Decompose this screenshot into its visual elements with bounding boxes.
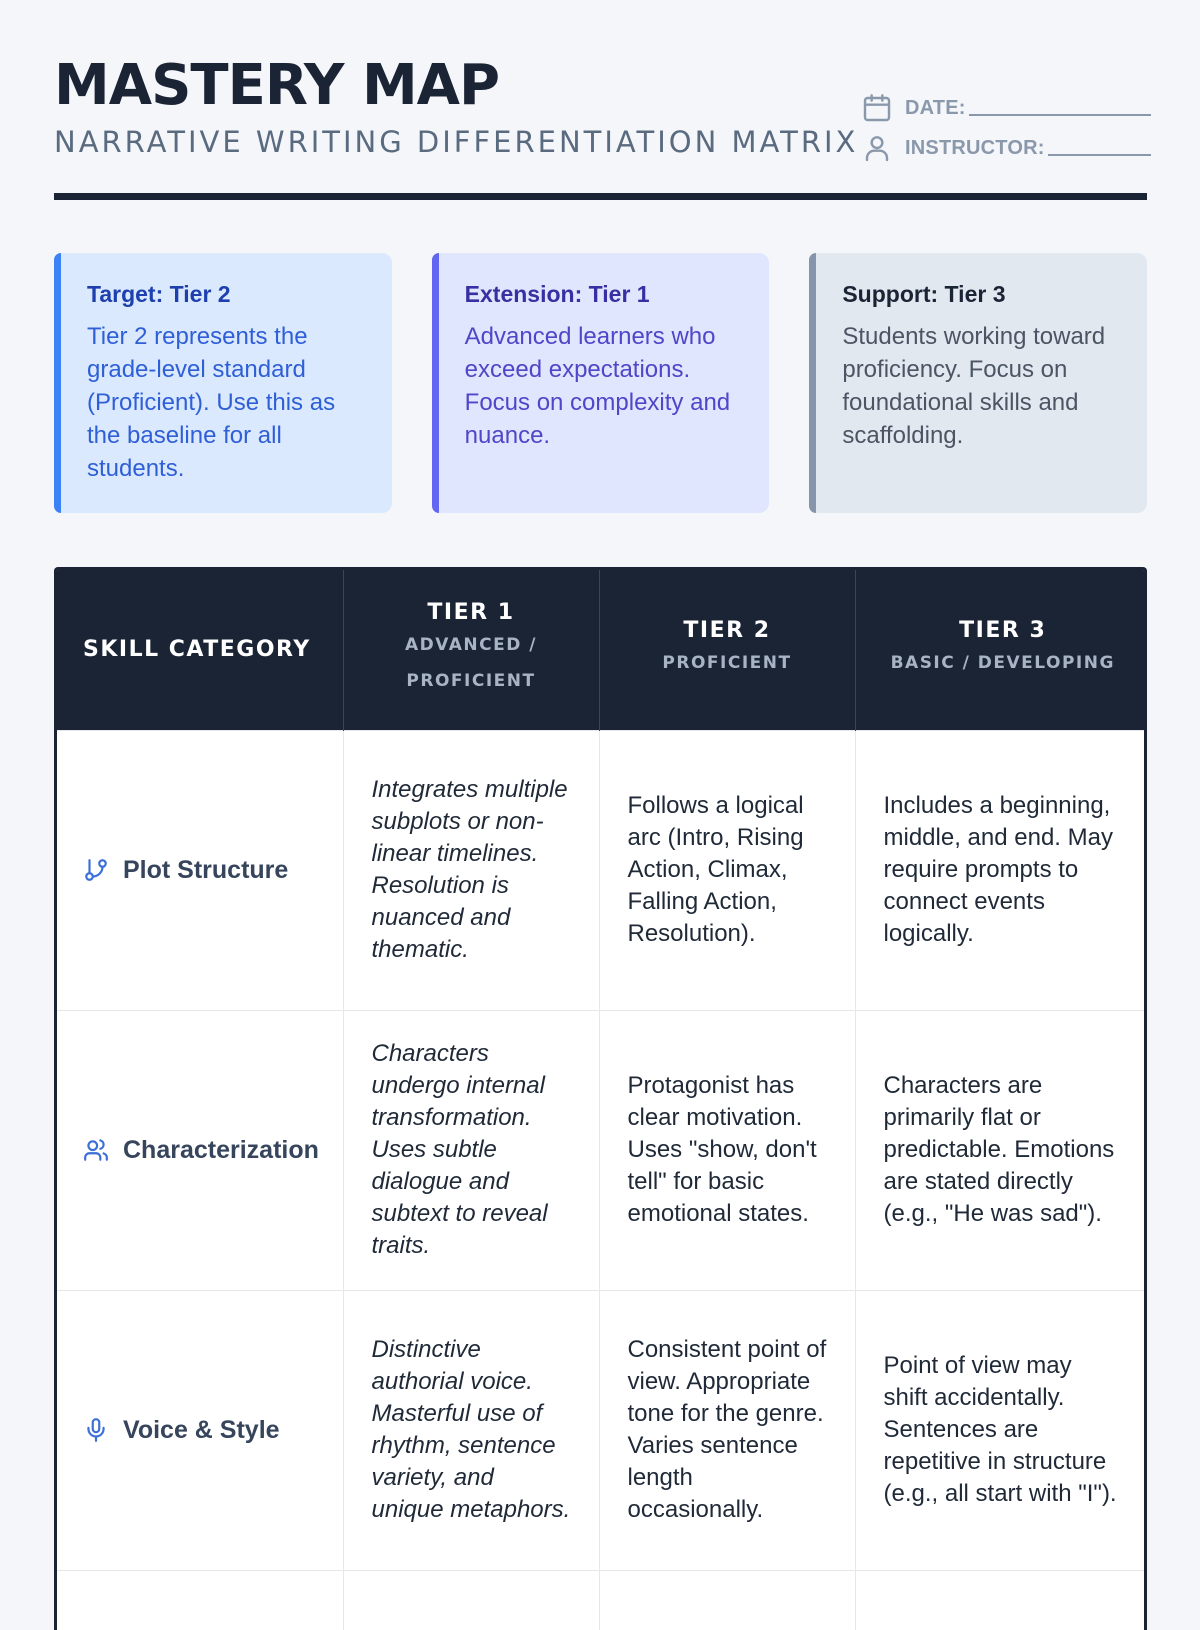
- table-row: [57, 1290, 1147, 1570]
- header-tier-2: [599, 570, 855, 730]
- tier-3-cell: Includes a beginning, middle, and end. May require prompts to connect events logically.: [855, 730, 1147, 1010]
- tier-1-cell: [343, 1570, 599, 1630]
- card-target-tier-2: [54, 253, 392, 513]
- header-label: TIER 2: [683, 618, 771, 644]
- microphone-icon: [83, 1417, 109, 1443]
- tier-2-cell: Follows a logical arc (Intro, Rising Action, Climax, Falling Action, Resolution).: [599, 730, 855, 1010]
- category-plot-structure: [83, 854, 333, 886]
- category-label: Characterization: [123, 1136, 319, 1164]
- page-subtitle: NARRATIVE WRITING DIFFERENTIATION MATRIX: [54, 125, 859, 159]
- category-label: Voice & Style: [123, 1416, 280, 1444]
- category-cell: [57, 1010, 343, 1290]
- header-tier-3: [855, 570, 1147, 730]
- header-tier-1: [343, 570, 599, 730]
- category-cell: [57, 1290, 343, 1570]
- header-skill-category: [57, 570, 343, 730]
- page-title: MASTERY MAP: [54, 53, 500, 118]
- worksheet-meta: [861, 92, 1151, 172]
- matrix-table: [57, 570, 1147, 1630]
- card-body: Students working toward proficiency. Focus on foundational skills and scaffolding.: [842, 323, 1106, 449]
- card-body: Tier 2 represents the grade-level standard (Proficient). Use this as the baseline for all students.: [87, 323, 336, 482]
- header-sublabel: BASIC / DEVELOPING: [890, 653, 1115, 674]
- mastery-map-page: [54, 0, 1147, 1523]
- differentiation-matrix: [54, 567, 1147, 1630]
- date-row: [861, 92, 1151, 124]
- card-support-tier-3: [809, 253, 1147, 513]
- tier-1-cell: Integrates multiple subplots or non-linear timelines. Resolution is nuanced and thematic.: [343, 730, 599, 1010]
- tier-3-cell: Point of view may shift accidentally. Sentences are repetitive in structure (e.g., all start with "I").: [855, 1290, 1147, 1570]
- header-sublabel: ADVANCED / PROFICIENT: [405, 635, 537, 692]
- page-header: [54, 0, 1147, 200]
- date-label: DATE:: [905, 97, 966, 119]
- card-title: Support: Tier 3: [842, 281, 1006, 307]
- category-characterization: [83, 1134, 333, 1166]
- tier-1-cell: Characters undergo internal transformation. Uses subtle dialogue and subtext to reveal traits.: [343, 1010, 599, 1290]
- tier-2-cell: [599, 1570, 855, 1630]
- category-cell: [57, 730, 343, 1010]
- header-label: SKILL CATEGORY: [83, 637, 311, 663]
- table-header-row: [57, 570, 1147, 730]
- card-title: Extension: Tier 1: [464, 281, 650, 307]
- header-divider: [54, 193, 1147, 200]
- tier-2-cell: Protagonist has clear motivation. Uses "show, don't tell" for basic emotional states.: [599, 1010, 855, 1290]
- git-branch-icon: [83, 857, 109, 883]
- card-body: Advanced learners who exceed expectations. Focus on complexity and nuance.: [464, 323, 731, 449]
- users-icon: [83, 1137, 109, 1163]
- header-sublabel: PROFICIENT: [662, 653, 792, 674]
- tier-cards: [54, 253, 1147, 513]
- calendar-icon: [861, 92, 893, 124]
- user-icon: [861, 132, 893, 164]
- card-extension-tier-1: [432, 253, 770, 513]
- category-cell: [57, 1570, 343, 1630]
- table-row: [57, 730, 1147, 1010]
- tier-3-cell: Characters are primarily flat or predictable. Emotions are stated directly (e.g., "He was sad").: [855, 1010, 1147, 1290]
- table-row: [57, 1010, 1147, 1290]
- category-label: Plot Structure: [123, 856, 289, 884]
- tier-3-cell: [855, 1570, 1147, 1630]
- header-label: TIER 3: [959, 618, 1047, 644]
- card-title: Target: Tier 2: [87, 281, 231, 307]
- instructor-row: [861, 132, 1151, 164]
- category-voice-style: [83, 1414, 333, 1446]
- instructor-field[interactable]: [1048, 153, 1151, 156]
- table-row: [57, 1570, 1147, 1630]
- tier-1-cell: Distinctive authorial voice. Masterful use of rhythm, sentence variety, and unique metaphors.: [343, 1290, 599, 1570]
- tier-2-cell: Consistent point of view. Appropriate tone for the genre. Varies sentence length occasionally.: [599, 1290, 855, 1570]
- instructor-label: INSTRUCTOR:: [905, 137, 1045, 159]
- header-label: TIER 1: [427, 600, 515, 626]
- date-field[interactable]: [969, 113, 1151, 116]
